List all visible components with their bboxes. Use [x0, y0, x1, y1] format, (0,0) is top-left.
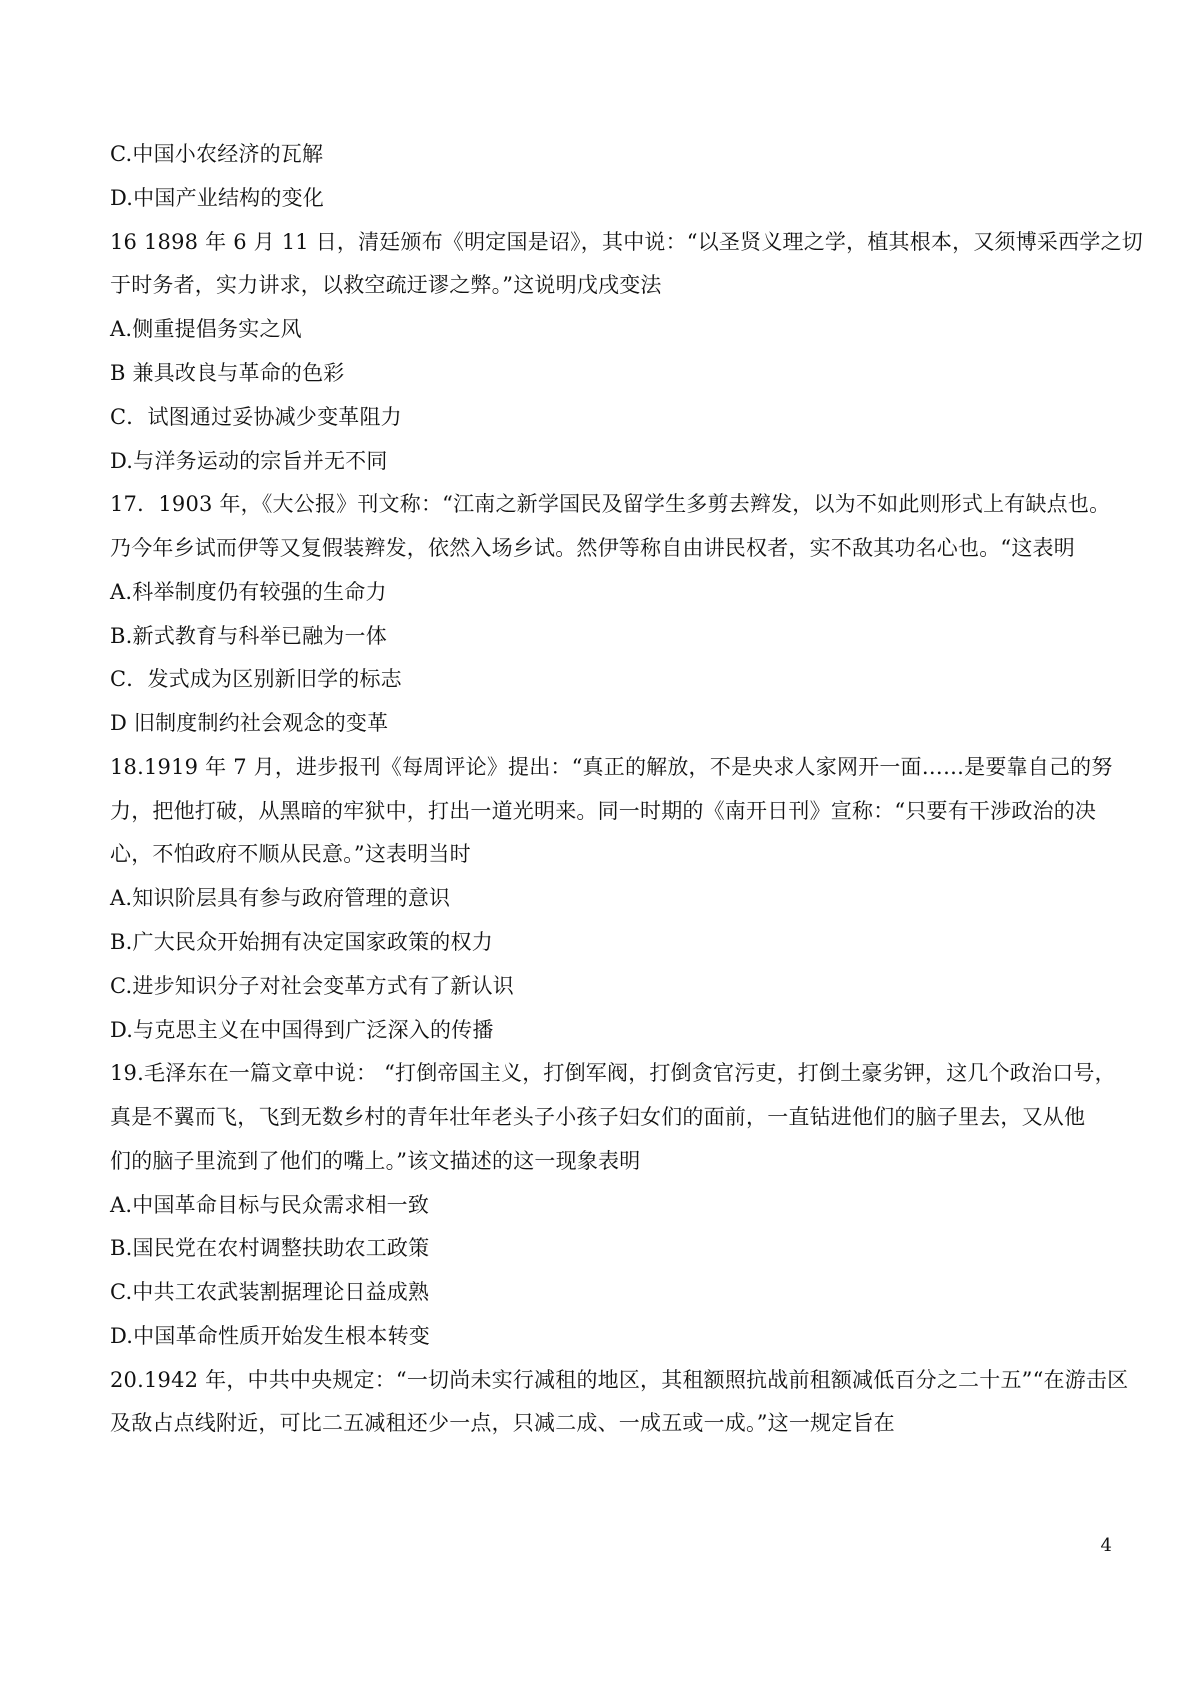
question-17-line-1: 17．1903 年，《大公报》刊文称：“江南之新学国民及留学生多剪去辫发，以为不如此则形式上有缺点也。: [110, 492, 1111, 516]
question-17-line-2: 乃今年乡试而伊等又复假装辫发，依然入场乡试。然伊等称自由讲民权者，实不敌其功名心也。“这表明: [110, 536, 1075, 560]
question-16-line-1: 16 1898 年 6 月 11 日，清廷颁布《明定国是诏》，其中说：“以圣贤义理之学，植其根本，又须博采西学之切: [110, 230, 1143, 254]
option-d-q15: D.中国产业结构的变化: [110, 186, 324, 210]
option-b-q19: B.国民党在农村调整扶助农工政策: [110, 1236, 430, 1260]
option-a-q16: A.侧重提倡务实之风: [110, 317, 302, 341]
option-b-q16: B 兼具改良与革命的色彩: [110, 361, 345, 385]
option-b-q17: B.新式教育与科举已融为一体: [110, 624, 387, 648]
option-c-q19: C.中共工农武装割据理论日益成熟: [110, 1280, 430, 1304]
option-c-q18: C.进步知识分子对社会变革方式有了新认识: [110, 974, 514, 998]
option-a-q19: A.中国革命目标与民众需求相一致: [110, 1193, 430, 1217]
option-c-q15: C.中国小农经济的瓦解: [110, 142, 324, 166]
option-c-q16: C．试图通过妥协减少变革阻力: [110, 405, 402, 429]
question-18-line-1: 18.1919 年 7 月，进步报刊《每周评论》提出：“真正的解放，不是央求人家网开一面……是要靠自己的努: [110, 755, 1113, 779]
option-d-q17: D 旧制度制约社会观念的变革: [110, 711, 389, 735]
question-19-line-1: 19.毛泽东在一篇文章中说： “打倒帝国主义，打倒军阀，打倒贪官污吏，打倒土豪劣钾，这几个政治口号，: [110, 1061, 1116, 1085]
option-c-q17: C．发式成为区别新旧学的标志: [110, 667, 402, 691]
option-d-q19: D.中国革命性质开始发生根本转变: [110, 1324, 430, 1348]
option-d-q16: D.与洋务运动的宗旨并无不同: [110, 449, 388, 473]
option-a-q18: A.知识阶层具有参与政府管理的意识: [110, 886, 451, 910]
option-d-q18: D.与克思主义在中国得到广泛深入的传播: [110, 1018, 494, 1042]
question-19-line-2: 真是不翼而飞，飞到无数乡村的青年壮年老头子小孩子妇女们的面前，一直钻进他们的脑子里去，又从他: [110, 1105, 1086, 1129]
question-20-line-2: 及敌占点线附近，可比二五减租还少一点，只减二成、一成五或一成。”这一规定旨在: [110, 1411, 895, 1435]
question-18-line-2: 力，把他打破，从黑暗的牢狱中，打出一道光明来。同一时期的《南开日刊》宣称：“只要有干涉政治的决: [110, 799, 1097, 823]
question-19-line-3: 们的脑子里流到了他们的嘴上。”该文描述的这一现象表明: [110, 1149, 641, 1173]
question-18-line-3: 心，不怕政府不顺从民意。”这表明当时: [110, 842, 471, 866]
question-16-line-2: 于时务者，实力讲求，以救空疏迂谬之弊。”这说明戊戌变法: [110, 273, 662, 297]
option-b-q18: B.广大民众开始拥有决定国家政策的权力: [110, 930, 493, 954]
question-20-line-1: 20.1942 年，中共中央规定：“一切尚未实行减租的地区，其租额照抗战前租额减低百分之二十五”“在游击区: [110, 1368, 1129, 1392]
page-number: 4: [1100, 1535, 1112, 1556]
option-a-q17: A.科举制度仍有较强的生命力: [110, 580, 387, 604]
